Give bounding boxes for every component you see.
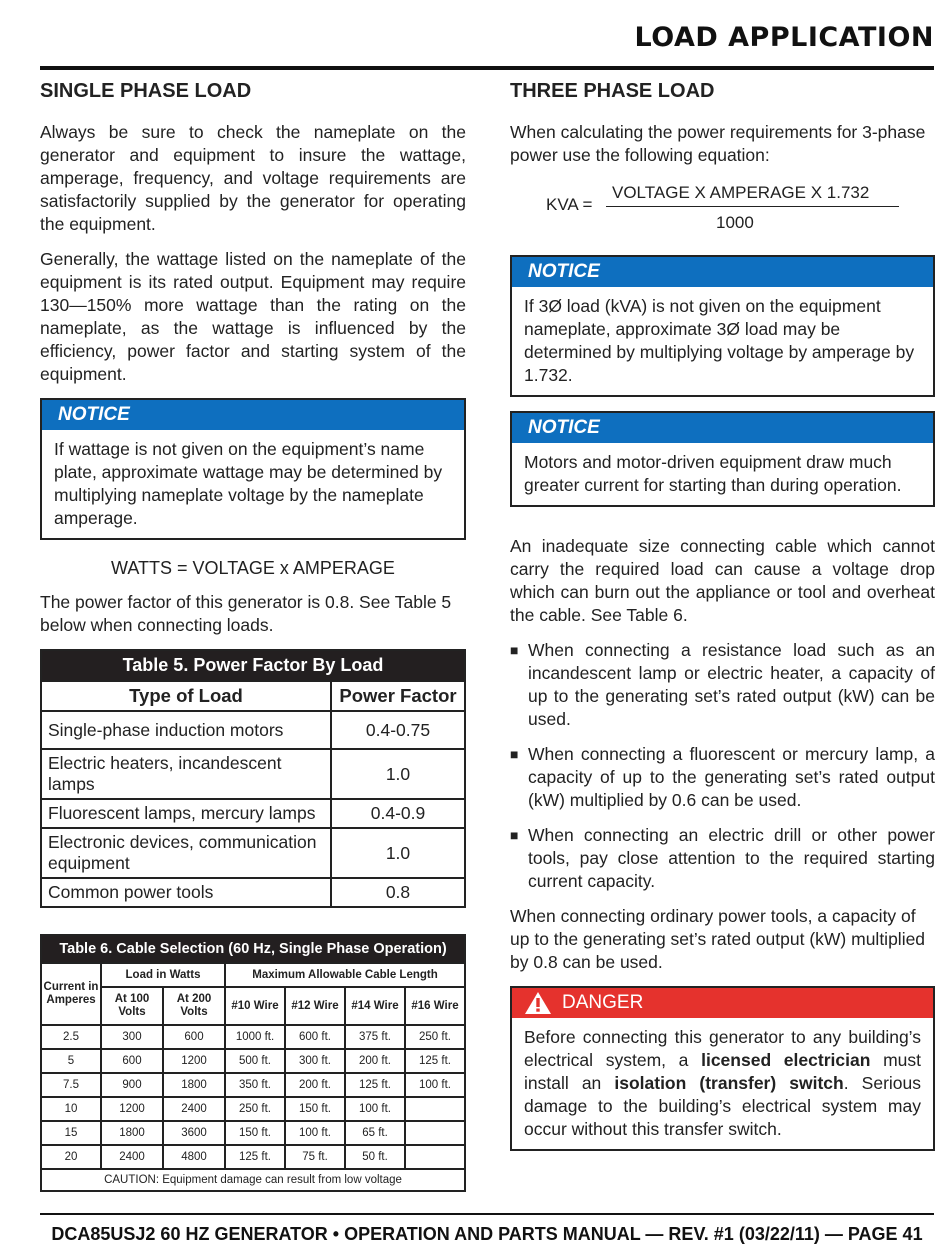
table-cell: 2400 [163, 1097, 225, 1121]
left-column [40, 80, 466, 1192]
table-cell: 15 [41, 1121, 101, 1145]
table-cell: 1800 [163, 1073, 225, 1097]
power-tools-para: When connecting ordinary power tools, a capacity of up to the generating set’s rated output (kW) multiplied by 0.8 can be used. [510, 906, 926, 972]
notice-text: If wattage is not given on the equipment’s name plate, approximate wattage may be determined by multiplying nameplate voltage by the nameplate amperage. [54, 439, 443, 528]
table-cell: 7.5 [41, 1073, 101, 1097]
danger-header [512, 988, 933, 1018]
danger-box [510, 986, 935, 1151]
table-cell: Fluorescent lamps, mercury lamps [41, 799, 331, 828]
list-item-text: When connecting a resistance load such as an incandescent lamp or electric heater, a capacity of up to the generating set’s rated output (kW) can be used. [528, 640, 935, 729]
fraction-line [606, 206, 899, 207]
notice-text: Motors and motor-driven equipment draw much greater current for starting than during operation. [524, 452, 902, 495]
table-cell: 375 ft. [345, 1025, 405, 1049]
danger-text-c: . Serious damage to the building’s electrical system may occur without this transfer switch. [524, 1073, 922, 1139]
right-column [510, 80, 935, 1151]
table-row [41, 878, 465, 907]
table-cell: 900 [101, 1073, 163, 1097]
list-item [510, 824, 935, 893]
table-row [41, 1025, 465, 1049]
list-item-text: When connecting a fluorescent or mercury lamp, a capacity of up to the generating set’s rated output (kW) multiplied by 0.6 can be used. [528, 744, 935, 810]
notice-box-wattage [40, 398, 466, 540]
table-cell: Electric heaters, incandescent lamps [41, 749, 331, 799]
header-rule [40, 66, 934, 70]
table-cell: 1.0 [331, 749, 465, 799]
table-cell: 600 [101, 1049, 163, 1073]
notice-box-motors [510, 411, 935, 507]
footer-rule [40, 1213, 934, 1215]
table-cell: 2.5 [41, 1025, 101, 1049]
square-bullet-icon: ■ [510, 746, 519, 762]
list-item-text: When connecting an electric drill or other power tools, pay close attention to the required starting current capacity. [528, 825, 935, 891]
notice-title: NOTICE [512, 257, 933, 287]
danger-text-b: must install an [524, 1050, 921, 1093]
table-cell: 2400 [101, 1145, 163, 1169]
table-cell: 1.0 [331, 828, 465, 878]
table-cell [405, 1121, 465, 1145]
table-6-caption: Table 6. Cable Selection (60 Hz, Single Phase Operation) [41, 935, 465, 963]
square-bullet-icon: ■ [510, 827, 519, 843]
table-row [41, 828, 465, 878]
table-5-power-factor [40, 649, 466, 908]
table-row [41, 749, 465, 799]
table-cell: 75 ft. [285, 1145, 345, 1169]
table-cell: Single-phase induction motors [41, 711, 331, 749]
list-item [510, 639, 935, 731]
table-6-header-100v: At 100 Volts [101, 987, 163, 1025]
table-cell: Common power tools [41, 878, 331, 907]
kva-numerator: VOLTAGE X AMPERAGE X 1.732 [612, 183, 870, 202]
warning-triangle-icon [524, 991, 552, 1015]
page-title: LOAD APPLICATION [634, 22, 934, 53]
table-cell [405, 1145, 465, 1169]
table-cell: 20 [41, 1145, 101, 1169]
table-cell: 350 ft. [225, 1073, 285, 1097]
table-cell: 125 ft. [225, 1145, 285, 1169]
table-row [41, 1073, 465, 1097]
table-5-header-type: Type of Load [41, 681, 331, 711]
notice-text: If 3Ø load (kVA) is not given on the equipment nameplate, approximate 3Ø load may be determined by multiplying voltage by amperage by 1.732. [524, 296, 915, 385]
table-cell: 1200 [101, 1097, 163, 1121]
table-cell: 150 ft. [225, 1121, 285, 1145]
watts-formula: WATTS = VOLTAGE x AMPERAGE [111, 558, 395, 578]
danger-text-a: Before connecting this generator to any building’s electrical system, a [524, 1027, 921, 1070]
single-phase-heading: SINGLE PHASE LOAD [40, 80, 252, 102]
table-cell: 0.8 [331, 878, 465, 907]
notice-title: NOTICE [512, 413, 933, 443]
table-cell [405, 1097, 465, 1121]
table-cell: 100 ft. [345, 1097, 405, 1121]
single-phase-para-2: Generally, the wattage listed on the nameplate of the equipment is its rated output. Equipment may require 130—150% more wattage than the rating on the nameplate, as the wattage is influenced by the efficiency, power factor and starting system of the equipment. [40, 249, 466, 384]
table-6-cable-selection [40, 934, 466, 1192]
table-cell: 0.4-0.75 [331, 711, 465, 749]
table-6-header-200v: At 200 Volts [163, 987, 225, 1025]
list-item [510, 743, 935, 812]
cable-para: An inadequate size connecting cable which cannot carry the required load can cause a voltage drop which can burn out the appliance or tool and overheat the cable. See Table 6. [510, 536, 935, 625]
table-cell: 250 ft. [225, 1097, 285, 1121]
table-cell: 4800 [163, 1145, 225, 1169]
danger-title: DANGER [562, 992, 644, 1013]
table-cell: 300 ft. [285, 1049, 345, 1073]
single-phase-para-1: Always be sure to check the nameplate on the generator and equipment to insure the wattage, amperage, frequency, and voltage requirements are satisfactorily supplied by the generator for operating the equipment. [40, 122, 466, 234]
table-cell: 100 ft. [405, 1073, 465, 1097]
table-cell: 1000 ft. [225, 1025, 285, 1049]
table-row [41, 1097, 465, 1121]
table-6-header-w12: #12 Wire [285, 987, 345, 1025]
table-6-header-w14: #14 Wire [345, 987, 405, 1025]
table-6-header-w16: #16 Wire [405, 987, 465, 1025]
power-factor-para: The power factor of this generator is 0.8. See Table 5 below when connecting loads. [40, 592, 452, 635]
table-cell: 50 ft. [345, 1145, 405, 1169]
table-6-header-load: Load in Watts [101, 963, 225, 987]
table-cell: 125 ft. [345, 1073, 405, 1097]
table-cell: 65 ft. [345, 1121, 405, 1145]
table-cell: 150 ft. [285, 1097, 345, 1121]
table-cell: Electronic devices, communication equipment [41, 828, 331, 878]
three-phase-heading: THREE PHASE LOAD [510, 80, 715, 102]
notice-title: NOTICE [42, 400, 464, 430]
danger-bold-electrician: licensed electrician [701, 1050, 871, 1070]
table-cell: 10 [41, 1097, 101, 1121]
table-row [41, 1049, 465, 1073]
table-cell: 1200 [163, 1049, 225, 1073]
table-cell: 3600 [163, 1121, 225, 1145]
kva-formula [510, 179, 935, 239]
table-6-header-current: Current in Amperes [41, 963, 101, 1025]
table-cell: 200 ft. [345, 1049, 405, 1073]
danger-text [512, 1018, 933, 1149]
table-cell: 500 ft. [225, 1049, 285, 1073]
danger-bold-switch: isolation (transfer) switch [614, 1073, 844, 1093]
table-row [41, 711, 465, 749]
table-cell: 5 [41, 1049, 101, 1073]
square-bullet-icon: ■ [510, 642, 519, 658]
table-6-caution: CAUTION: Equipment damage can result from low voltage [41, 1169, 465, 1191]
kva-denominator: 1000 [716, 213, 754, 232]
table-cell: 125 ft. [405, 1049, 465, 1073]
table-5-caption: Table 5. Power Factor By Load [41, 650, 465, 681]
table-cell: 100 ft. [285, 1121, 345, 1145]
three-phase-para-1: When calculating the power requirements for 3-phase power use the following equation: [510, 122, 926, 165]
table-cell: 1800 [101, 1121, 163, 1145]
table-6-header-length: Maximum Allowable Cable Length [225, 963, 465, 987]
kva-label: KVA = [546, 195, 593, 214]
table-row [41, 799, 465, 828]
table-cell: 200 ft. [285, 1073, 345, 1097]
table-cell: 600 ft. [285, 1025, 345, 1049]
table-cell: 300 [101, 1025, 163, 1049]
table-cell: 250 ft. [405, 1025, 465, 1049]
table-5-header-pf: Power Factor [331, 681, 465, 711]
table-6-header-w10: #10 Wire [225, 987, 285, 1025]
table-cell: 600 [163, 1025, 225, 1049]
notice-box-3phase [510, 255, 935, 397]
table-cell: 0.4-0.9 [331, 799, 465, 828]
table-row [41, 1121, 465, 1145]
page-footer: DCA85USJ2 60 HZ GENERATOR • OPERATION AND PARTS MANUAL — REV. #1 (03/22/11) — PAGE 41 [51, 1224, 923, 1244]
table-row [41, 1145, 465, 1169]
